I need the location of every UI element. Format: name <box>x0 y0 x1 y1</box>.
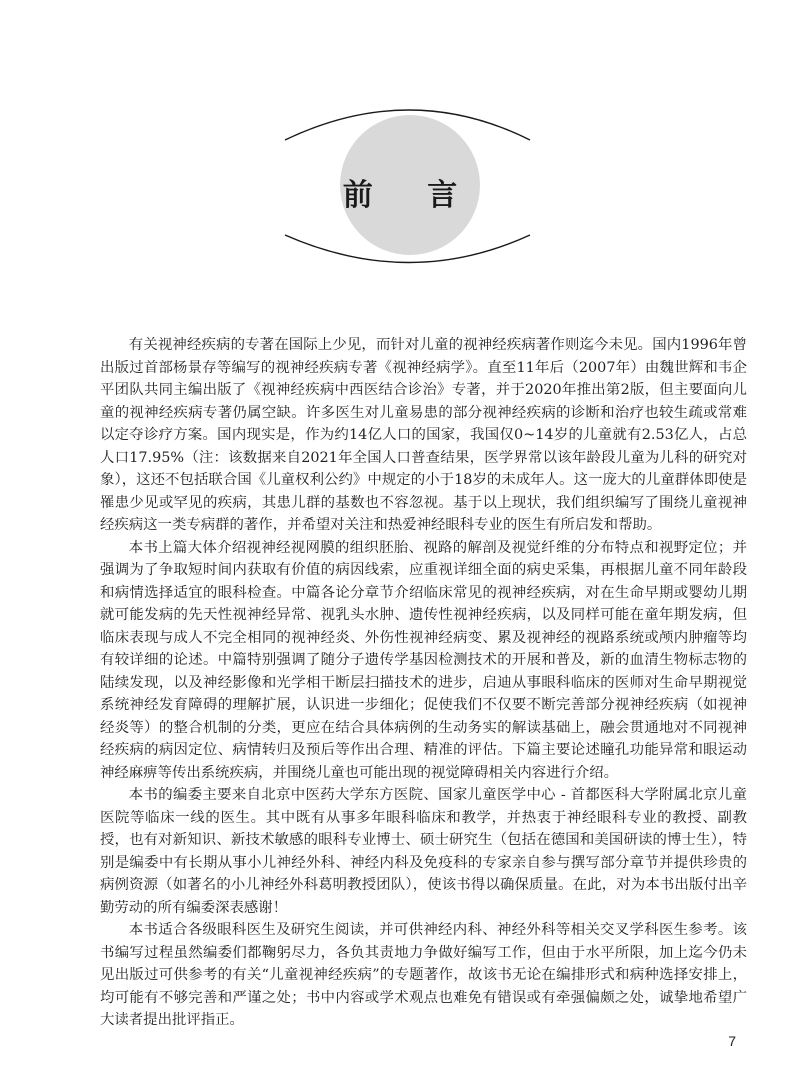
paragraph-4: 本书适合各级眼科医生及研究生阅读，并可供神经内科、神经外科等相关交叉学科医生参考。该书编写过程虽然编委们都鞠躬尽力，各负其责地力争做好编写工作，但由于水平所限，加上迄今仍未见出版过可供参考的有关“儿童视神经疾病”的专题著作，故该书无论在编排形式和病种选择安排上，均可能有不够完善和严谨之处；书中内容或学术观点也难免有错误或有牵强偏颇之处，诚挚地希望广大读者提出批评指正。 <box>100 922 747 1028</box>
paragraph-1: 有关视神经疾病的专著在国际上少见，而针对儿童的视神经疾病著作则迄今未见。国内1996年曾出版过首部杨景存等编写的视神经疾病专著《视神经病学》。直至11年后（2007年）由魏世辉和韦企平团队共同主编出版了《视神经疾病中西医结合诊治》专著，并于2020年推出第2版，但主要面向儿童的视神经疾病专著仍属空缺。许多医生对儿童易患的部分视神经疾病的诊断和治疗也较生疏或常难以定夺诊疗方案。国内现实是，作为约14亿人口的国家，我国仅0~14岁的儿童就有2.53亿人，占总人口17.95%（注：该数据来自2021年全国人口普查结果，医学界常以该年龄段儿童为儿科的研究对象），这还不包括联合国《儿童权利公约》中规定的小于18岁的未成年人。这一庞大的儿童群体即使是罹患少见或罕见的疾病，其患儿群的基数也不容忽视。基于以上现状，我们组织编写了围绕儿童视神经疾病这一类专病群的著作，并希望对关注和热爱神经眼科专业的医生有所启发和帮助。 <box>100 337 747 533</box>
paragraph-3: 本书的编委主要来自北京中医药大学东方医院、国家儿童医学中心 - 首都医科大学附属北京儿童医院等临床一线的医生。其中既有从事多年眼科临床和教学，并热衷于神经眼科专业的教授、副教授，也有对新知识、新技术敏感的眼科专业博士、硕士研究生（包括在德国和美国研读的博士生），特别是编委中有长期从事小儿神经外科、神经内科及免疫科的专家亲自参与撰写部分章节并提供珍贵的病例资源（如著名的小儿神经外科葛明教授团队），使该书得以确保质量。在此，对为本书出版付出辛勤劳动的所有编委深表感谢！ <box>100 787 747 916</box>
page-title: 前 言 <box>342 178 480 213</box>
page-number: 7 <box>728 1033 736 1049</box>
title-ornament-graphic <box>0 0 800 290</box>
preface-body <box>100 334 747 1032</box>
title-decoration <box>0 0 800 290</box>
paragraph-2: 本书上篇大体介绍视神经视网膜的组织胚胎、视路的解剖及视觉纤维的分布特点和视野定位；并强调为了争取短时间内获取有价值的病因线索，应重视详细全面的病史采集，再根据儿童不同年龄段和病情选择适宜的眼科检查。中篇各论分章节介绍临床常见的视神经疾病，对在生命早期或婴幼儿期就可能发病的先天性视神经异常、视乳头水肿、遗传性视神经疾病，以及同样可能在童年期发病，但临床表现与成人不完全相同的视神经炎、外伤性视神经病变、累及视神经的视路系统或颅内肿瘤等均有较详细的论述。中篇特别强调了随分子遗传学基因检测技术的开展和普及，新的血清生物标志物的陆续发现，以及神经影像和光学相干断层扫描技术的进步，启迪从事眼科临床的医师对生命早期视觉系统神经发育障碍的理解扩展，认识进一步细化；促使我们不仅要不断完善部分视神经疾病（如视神经炎等）的整合机制的分类，更应在结合具体病例的生动务实的解读基础上，融会贯通地对不同视神经疾病的病因定位、病情转归及预后等作出合理、精准的评估。下篇主要论述瞳孔功能异常和眼运动神经麻痹等传出系统疾病，并围绕儿童也可能出现的视觉障碍相关内容进行介绍。 <box>100 539 747 781</box>
